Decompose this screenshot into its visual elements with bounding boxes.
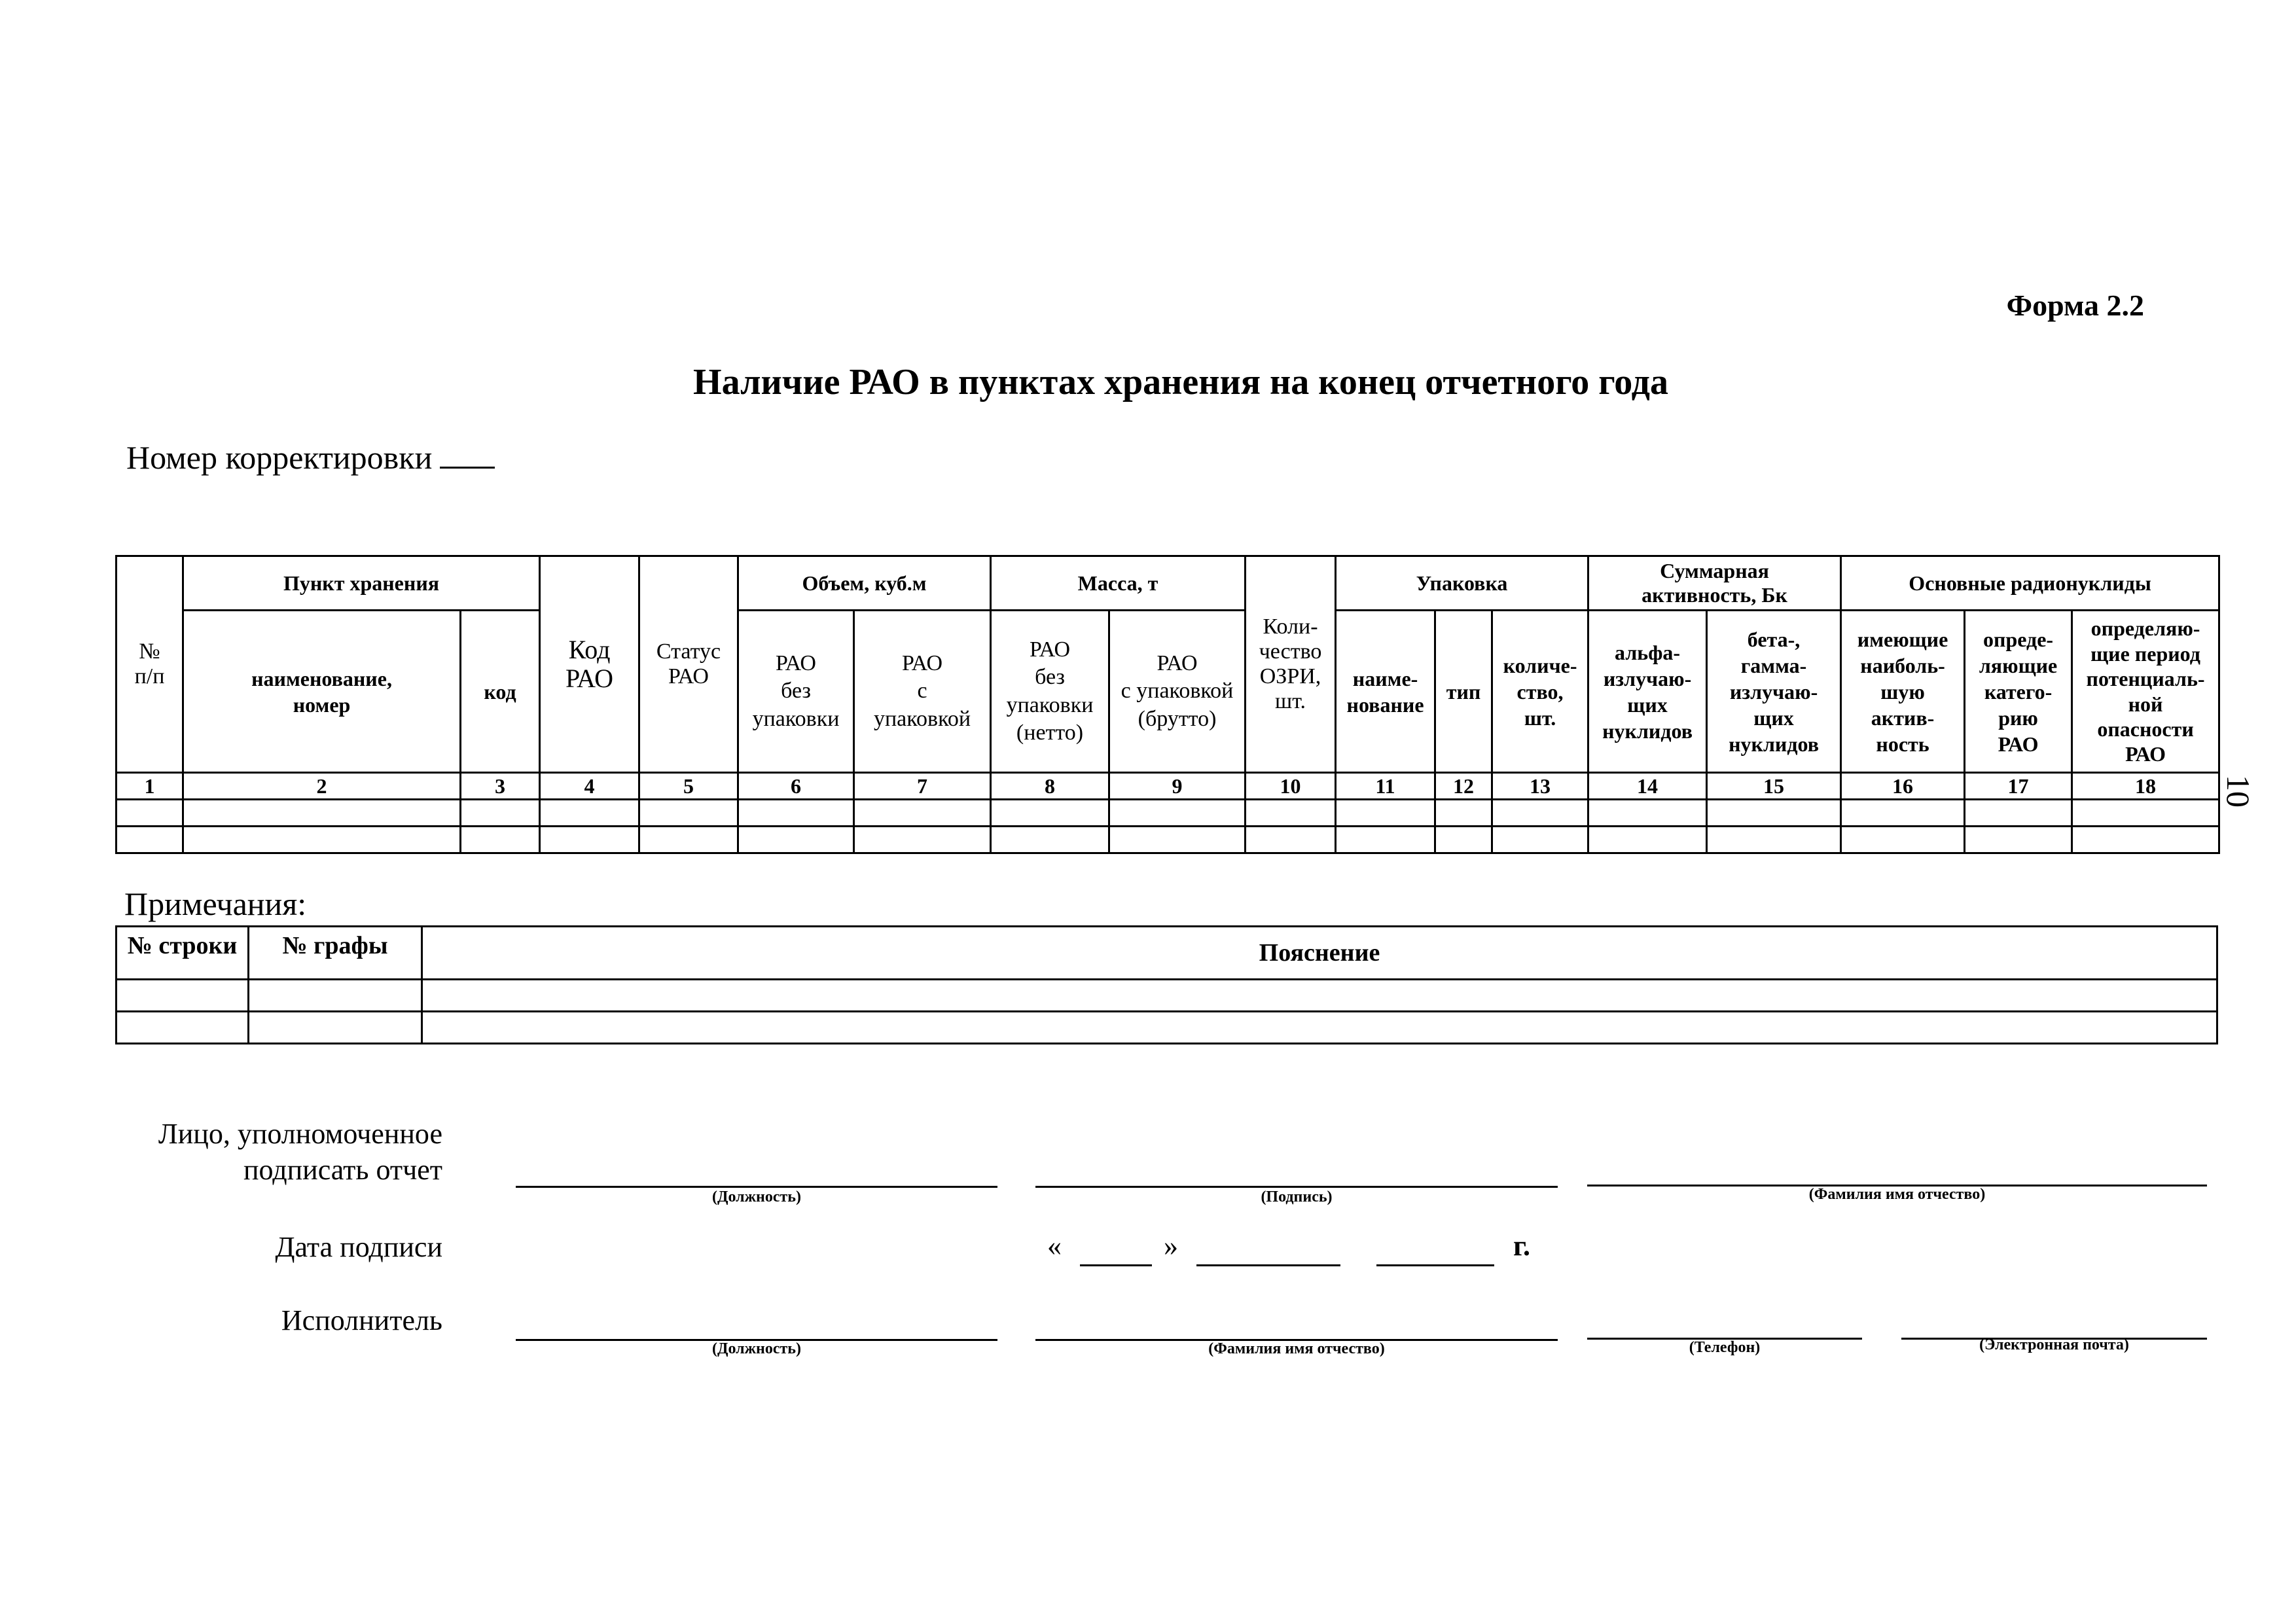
date-close-quote: »: [1164, 1230, 1178, 1262]
col-number: 11: [1336, 773, 1435, 800]
nuc-period-header: определяю- щие период потенциаль- ной опасности РАО: [2072, 611, 2219, 773]
notes-cell[interactable]: [249, 980, 422, 1012]
rao-code-header: Код РАО: [540, 556, 639, 773]
page-number: 10: [2220, 775, 2257, 808]
table-cell[interactable]: [1336, 827, 1435, 853]
col-number: 18: [2072, 773, 2219, 800]
table-cell[interactable]: [991, 827, 1109, 853]
position-line[interactable]: [516, 1186, 997, 1188]
ozri-header: Коли- чество ОЗРИ, шт.: [1246, 556, 1336, 773]
notes-row: [117, 980, 2217, 1012]
table-cell[interactable]: [1336, 800, 1435, 827]
col-number: 3: [461, 773, 540, 800]
col-number: 7: [854, 773, 991, 800]
table-cell[interactable]: [1492, 827, 1588, 853]
table-cell[interactable]: [1707, 827, 1841, 853]
mass-net-header: РАО без упаковки (нетто): [991, 611, 1109, 773]
notes-cell[interactable]: [422, 1012, 2217, 1044]
vol-pack-header: РАО с упаковкой: [854, 611, 991, 773]
date-year-line[interactable]: [1376, 1264, 1494, 1266]
signature-caption: (Подпись): [1261, 1188, 1333, 1205]
table-cell[interactable]: [854, 827, 991, 853]
pack-type-header: тип: [1435, 611, 1492, 773]
activity-header: Суммарная активность, Бк: [1588, 556, 1841, 611]
date-open-quote: «: [1047, 1230, 1062, 1262]
date-month-line[interactable]: [1196, 1264, 1340, 1266]
executor-fio-caption: (Фамилия имя отчество): [1208, 1340, 1385, 1357]
table-cell[interactable]: [1588, 800, 1707, 827]
col-number: 8: [991, 773, 1109, 800]
table-cell[interactable]: [2072, 827, 2219, 853]
table-cell[interactable]: [461, 827, 540, 853]
col-number: 10: [1246, 773, 1336, 800]
table-cell[interactable]: [1246, 800, 1336, 827]
col-number: 16: [1841, 773, 1965, 800]
col-number: 13: [1492, 773, 1588, 800]
col-number: 15: [1707, 773, 1841, 800]
table-cell[interactable]: [738, 800, 854, 827]
volume-header: Объем, куб.м: [738, 556, 991, 611]
table-cell[interactable]: [1435, 800, 1492, 827]
table-cell[interactable]: [639, 827, 738, 853]
storage-header: Пункт хранения: [183, 556, 540, 611]
nuclides-header: Основные радионуклиды: [1841, 556, 2219, 611]
table-cell[interactable]: [117, 827, 183, 853]
col-number: 6: [738, 773, 854, 800]
table-cell[interactable]: [1109, 800, 1246, 827]
storage-code-header: код: [461, 611, 540, 773]
table-row: [117, 800, 2219, 827]
table-cell[interactable]: [1965, 800, 2072, 827]
col-number: 14: [1588, 773, 1707, 800]
col-number: 12: [1435, 773, 1492, 800]
col-number: 17: [1965, 773, 2072, 800]
notes-title: Примечания:: [124, 885, 307, 922]
col-number: 9: [1109, 773, 1246, 800]
phone-caption: (Телефон): [1689, 1339, 1761, 1356]
beta-header: бета-, гамма- излучаю- щих нуклидов: [1707, 611, 1841, 773]
notes-col-header: № графы: [249, 927, 422, 980]
table-cell[interactable]: [117, 800, 183, 827]
pack-qty-header: количе- ство, шт.: [1492, 611, 1588, 773]
table-cell[interactable]: [540, 800, 639, 827]
col-number: 1: [117, 773, 183, 800]
table-cell[interactable]: [183, 827, 461, 853]
table-cell[interactable]: [991, 800, 1109, 827]
nuc-cat-header: опреде- ляющие катего- рию РАО: [1965, 611, 2072, 773]
date-day-line[interactable]: [1080, 1264, 1152, 1266]
pack-name-header: наиме- нование: [1336, 611, 1435, 773]
correction-number-field: [126, 438, 495, 476]
table-cell[interactable]: [1965, 827, 2072, 853]
correction-label: Номер корректировки: [126, 439, 433, 476]
table-cell[interactable]: [1109, 827, 1246, 853]
notes-table: [115, 925, 2218, 1044]
table-cell[interactable]: [1246, 827, 1336, 853]
vol-no-pack-header: РАО без упаковки: [738, 611, 854, 773]
nuc-max-header: имеющие наиболь- шую актив- ность: [1841, 611, 1965, 773]
col-number: 5: [639, 773, 738, 800]
authorized-label: Лицо, уполномоченное подписать отчет: [158, 1118, 442, 1186]
signature-line[interactable]: [1035, 1186, 1558, 1188]
rao-status-header: Статус РАО: [639, 556, 738, 773]
mass-header: Масса, т: [991, 556, 1246, 611]
notes-cell[interactable]: [117, 980, 249, 1012]
table-cell[interactable]: [854, 800, 991, 827]
table-cell[interactable]: [1588, 827, 1707, 853]
page-title: Наличие РАО в пунктах хранения на конец отчетного года: [693, 362, 1668, 402]
table-cell[interactable]: [1435, 827, 1492, 853]
executor-position-caption: (Должность): [711, 1340, 801, 1357]
table-cell[interactable]: [540, 827, 639, 853]
email-caption: (Электронная почта): [1979, 1336, 2129, 1353]
rao-table: [115, 555, 2220, 854]
date-year-suffix: г.: [1513, 1230, 1531, 1262]
column-number-row: [117, 773, 2219, 800]
position-caption: (Должность): [711, 1188, 801, 1205]
notes-cell[interactable]: [422, 980, 2217, 1012]
table-cell[interactable]: [738, 827, 854, 853]
table-cell[interactable]: [183, 800, 461, 827]
correction-blank[interactable]: [440, 440, 495, 469]
table-cell[interactable]: [1841, 800, 1965, 827]
notes-row: [117, 1012, 2217, 1044]
table-cell[interactable]: [1492, 800, 1588, 827]
notes-expl-header: Пояснение: [422, 927, 2217, 980]
package-header: Упаковка: [1336, 556, 1588, 611]
form-label: Форма 2.2: [2006, 289, 2144, 322]
date-label: Дата подписи: [275, 1231, 442, 1263]
table-cell[interactable]: [461, 800, 540, 827]
table-cell[interactable]: [639, 800, 738, 827]
notes-cell[interactable]: [117, 1012, 249, 1044]
col-num-header: № п/п: [117, 556, 183, 773]
notes-cell[interactable]: [249, 1012, 422, 1044]
notes-row-header: № строки: [117, 927, 249, 980]
col-number: 2: [183, 773, 461, 800]
storage-name-header: наименование, номер: [183, 611, 461, 773]
alpha-header: альфа- излучаю- щих нуклидов: [1588, 611, 1707, 773]
executor-label: Исполнитель: [281, 1304, 442, 1336]
mass-gross-header: РАО с упаковкой (брутто): [1109, 611, 1246, 773]
table-cell[interactable]: [1707, 800, 1841, 827]
table-cell[interactable]: [1841, 827, 1965, 853]
table-cell[interactable]: [2072, 800, 2219, 827]
table-row: [117, 827, 2219, 853]
fio-caption: (Фамилия имя отчество): [1808, 1186, 1986, 1203]
col-number: 4: [540, 773, 639, 800]
